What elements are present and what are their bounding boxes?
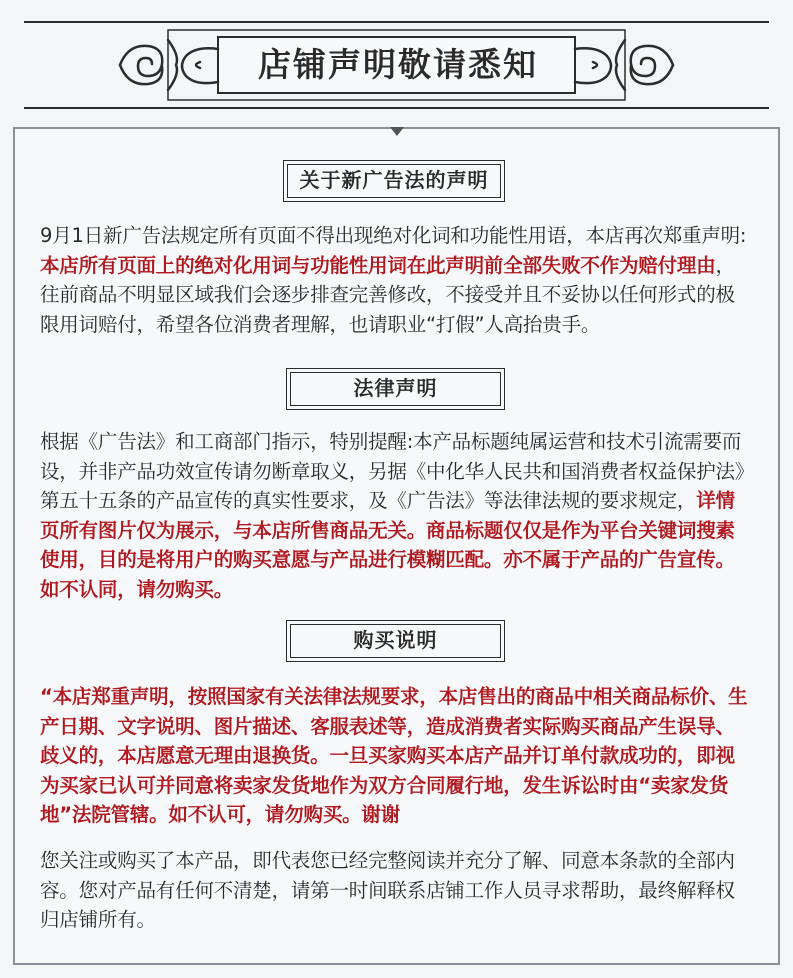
section-label-purchase: 购买说明 bbox=[290, 624, 501, 658]
section-text-ad-law bbox=[40, 221, 754, 339]
section-text-purchase-terms: 您关注或购买了本产品，即代表您已经完整阅读并充分了解、同意本条款的全部内容。您对产品有任何不清楚，请第一时间联系店铺工作人员寻求帮助，最终解释权归店铺所有。 bbox=[40, 849, 735, 931]
ad-law-text-2: ，往前商品不明显区域我们会逐步排查完善修改，不接受并且不妥协以任何形式的极限用词赔付，希望各位消费者理解，也请职业“打假”人高抬贵手。 bbox=[40, 253, 735, 336]
section-label-legal: 法律声明 bbox=[290, 372, 501, 406]
panel-notch-icon bbox=[390, 127, 404, 136]
section-text-purchase-notice: “本店郑重声明，按照国家有关法律法规要求，本店售出的商品中相关商品标价、生产日期、文字说明、图片描述、客服表述等，造成消费者实际购买商品产生误导、歧义的，本店愿意无理由退换货。一旦买家购买本店产品并订单付款成功的，即视为买家已认可并同意将卖家发货地作为双方合同履行地，发生诉讼时由“卖家发货地”法院管辖。如不认可，请勿购买。谢谢 bbox=[40, 685, 748, 826]
section-label-ad-law: 关于新广告法的声明 bbox=[287, 164, 501, 198]
legal-text-1: 根据《广告法》和工商部门指示，特别提醒:本产品标题纯属运营和技术引流需要而设，并非产品功效宣传请勿断章取义，另据《中化华人民共和国消费者权益保护法》第五十五条的产品宣传的真实性要求，及《广告法》等法律法规的要求规定， bbox=[40, 430, 745, 512]
header-band bbox=[0, 0, 793, 128]
section-text-legal bbox=[40, 427, 754, 604]
legal-text-highlight: 详情页所有图片仅为展示，与本店所售商品无关。商品标题仅仅是作为平台关键词搜素使用，目的是将用户的购买意愿与产品进行模糊匹配。亦不属于产品的广告宣传。如不认同，请勿购买。 bbox=[40, 489, 735, 601]
ad-law-text-1: 9月1日新广告法规定所有页面不得出现绝对化词和功能性用语，本店再次郑重声明: bbox=[40, 224, 747, 247]
ad-law-text-highlight: 本店所有页面上的绝对化用词与功能性用词在此声明前全部失败不作为赔付理由 bbox=[40, 253, 716, 277]
page-title: 店铺声明敬请悉知 bbox=[258, 45, 538, 84]
